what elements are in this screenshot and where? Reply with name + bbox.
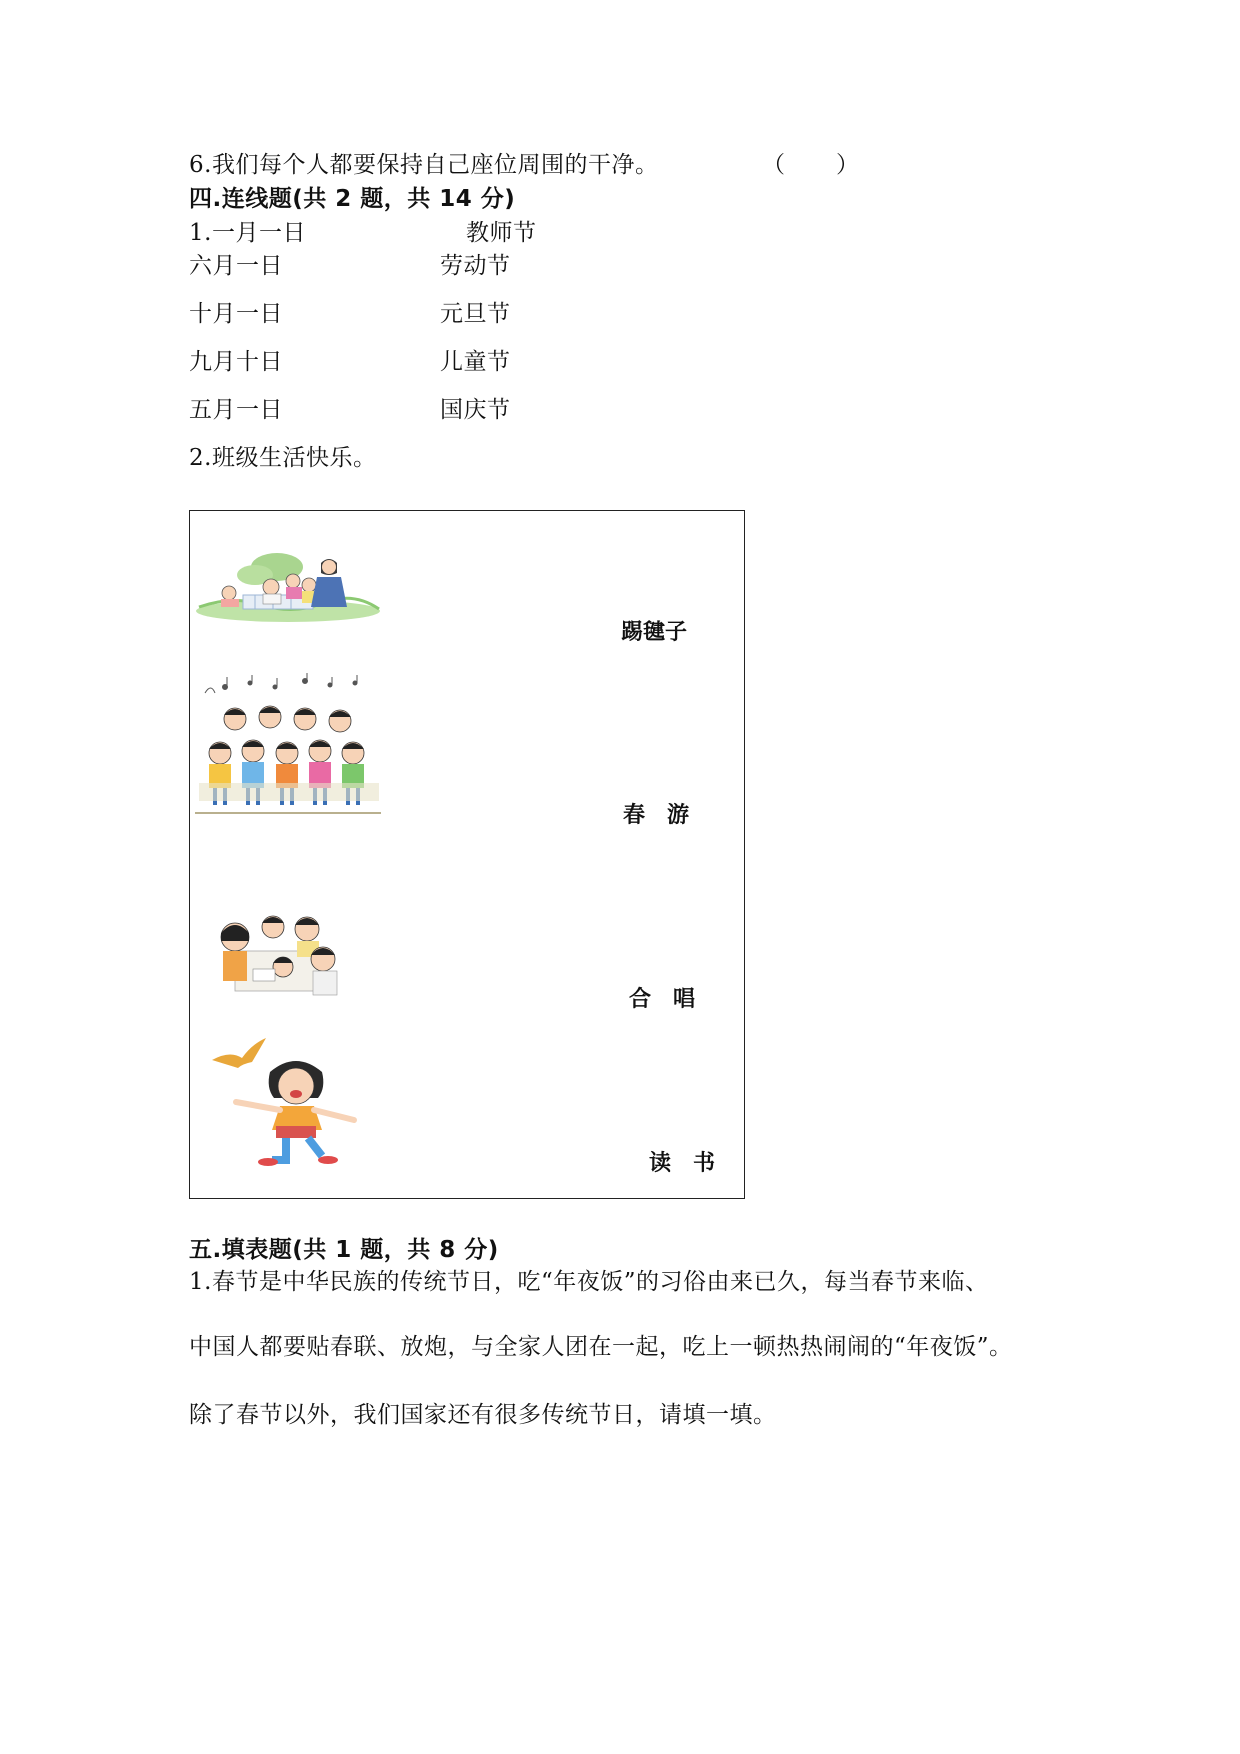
match-right-3: 元旦节 — [440, 301, 511, 327]
reading-group-illustration — [205, 907, 355, 1007]
section-4-title: 四.连线题(共 2 题，共 14 分) — [189, 186, 516, 212]
match-left-5: 五月一日 — [189, 397, 283, 423]
section-5-title: 五.填表题(共 1 题，共 8 分) — [189, 1237, 499, 1263]
match-left-1: 1.一月一日 — [189, 220, 306, 246]
match-left-3: 十月一日 — [189, 301, 283, 327]
picnic-illustration — [193, 545, 383, 625]
choir-illustration — [195, 673, 385, 823]
match-right-5: 国庆节 — [440, 397, 511, 423]
activity-label-3: 合 唱 — [629, 987, 696, 1012]
match-left-4: 九月十日 — [189, 349, 283, 375]
shuttlecock-girl-illustration — [210, 1036, 380, 1171]
section-5-paragraph-line-3: 除了春节以外，我们国家还有很多传统节日，请填一填。 — [189, 1402, 777, 1428]
match-right-2: 劳动节 — [440, 253, 511, 279]
match-right-4: 儿童节 — [440, 349, 511, 375]
question-2-text: 2.班级生活快乐。 — [189, 445, 377, 471]
section-5-paragraph-line-1: 1.春节是中华民族的传统节日，吃“年夜饭”的习俗由来已久，每当春节来临、 — [189, 1269, 989, 1295]
activity-label-2: 春 游 — [623, 803, 690, 828]
question-6-text: 6.我们每个人都要保持自己座位周围的干净。 — [189, 152, 659, 178]
section-5-paragraph-line-2: 中国人都要贴春联、放炮，与全家人团在一起，吃上一顿热热闹闹的“年夜饭”。 — [189, 1334, 1013, 1360]
matching-picture-box — [189, 510, 745, 1199]
activity-label-1: 踢毽子 — [621, 620, 688, 645]
answer-paren-close: ） — [836, 152, 859, 178]
match-left-2: 六月一日 — [189, 253, 283, 279]
answer-paren-open: （ — [762, 152, 785, 178]
activity-label-4: 读 书 — [649, 1151, 716, 1176]
match-right-1: 教师节 — [466, 220, 537, 246]
